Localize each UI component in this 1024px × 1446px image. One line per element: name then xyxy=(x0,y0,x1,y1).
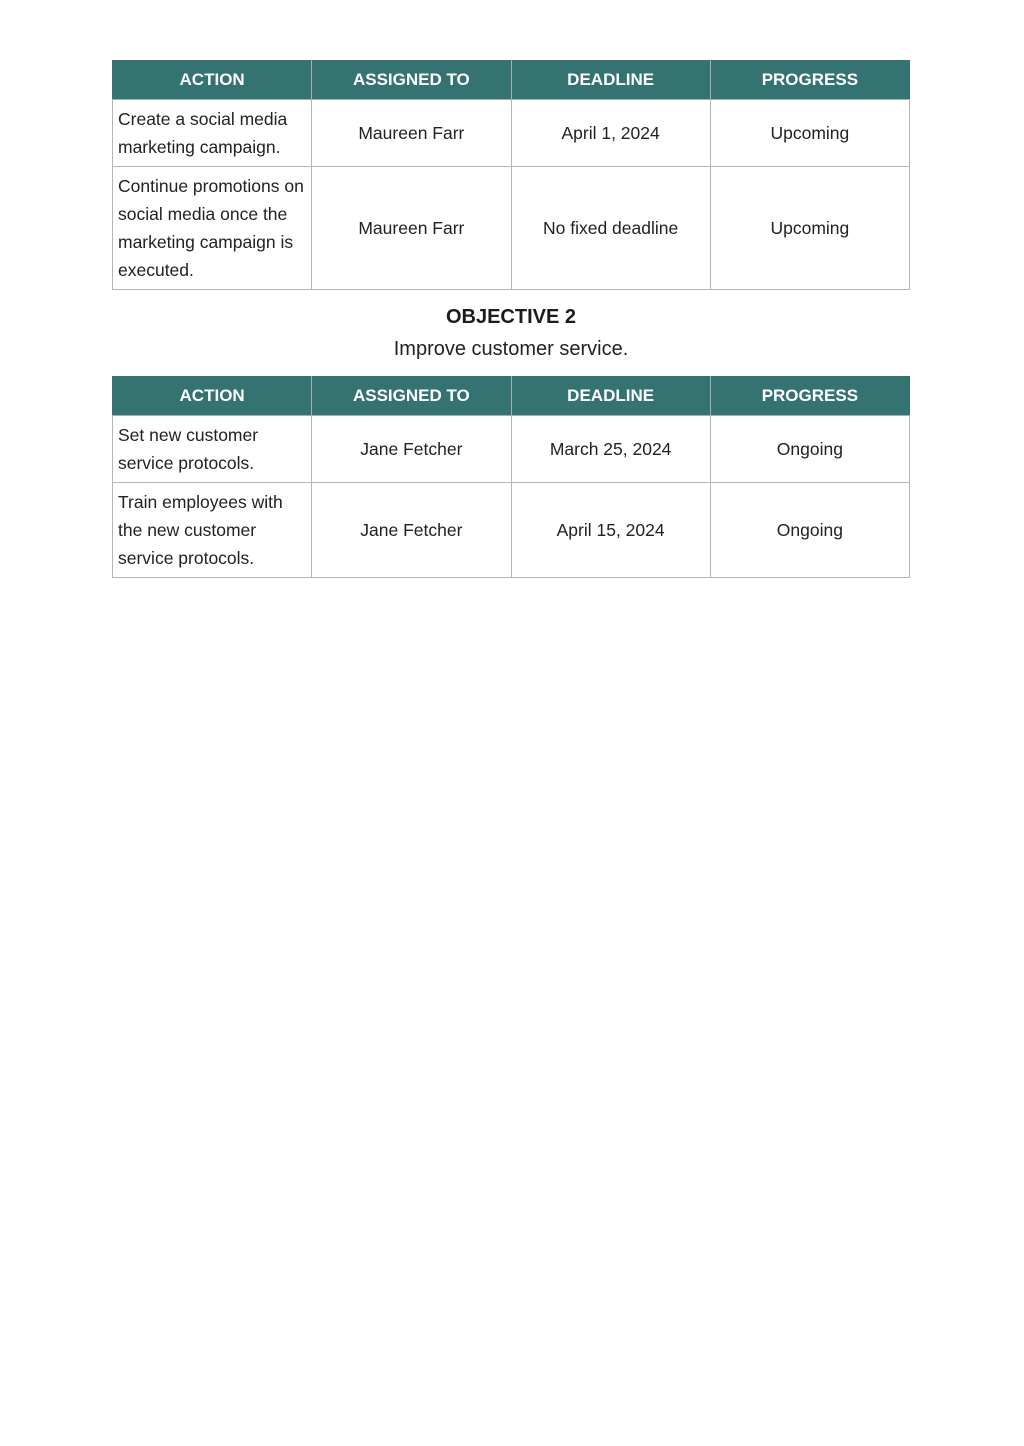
assigned-to-cell: Maureen Farr xyxy=(312,100,511,167)
table-row xyxy=(113,483,910,578)
assigned-to-cell: Jane Fetcher xyxy=(312,416,511,483)
column-header-assigned-to: ASSIGNED TO xyxy=(312,377,511,416)
objective-1-action-table xyxy=(112,60,910,290)
deadline-cell: March 25, 2024 xyxy=(511,416,710,483)
objective-2-heading xyxy=(112,302,910,364)
progress-cell: Ongoing xyxy=(710,416,909,483)
assigned-to-cell: Jane Fetcher xyxy=(312,483,511,578)
action-cell: Train employees with the new customer service protocols. xyxy=(113,483,312,578)
table-row xyxy=(113,100,910,167)
table-row xyxy=(113,167,910,290)
column-header-progress: PROGRESS xyxy=(710,61,909,100)
column-header-action: ACTION xyxy=(113,377,312,416)
objective-description: Improve customer service. xyxy=(393,338,629,360)
deadline-cell: April 1, 2024 xyxy=(511,100,710,167)
progress-cell: Upcoming xyxy=(710,167,909,290)
column-header-deadline: DEADLINE xyxy=(511,377,710,416)
progress-cell: Ongoing xyxy=(710,483,909,578)
objective-title: OBJECTIVE 2 xyxy=(445,306,577,328)
action-cell: Set new customer service protocols. xyxy=(113,416,312,483)
table-header-row xyxy=(113,61,910,100)
column-header-deadline: DEADLINE xyxy=(511,61,710,100)
deadline-cell: April 15, 2024 xyxy=(511,483,710,578)
objective-2-action-table xyxy=(112,376,910,578)
action-cell: Continue promotions on social media once the marketing campaign is executed. xyxy=(113,167,312,290)
progress-cell: Upcoming xyxy=(710,100,909,167)
assigned-to-cell: Maureen Farr xyxy=(312,167,511,290)
deadline-cell: No fixed deadline xyxy=(511,167,710,290)
document-page xyxy=(112,60,910,578)
column-header-action: ACTION xyxy=(113,61,312,100)
action-cell: Create a social media marketing campaign. xyxy=(113,100,312,167)
column-header-progress: PROGRESS xyxy=(710,377,909,416)
table-header-row xyxy=(113,377,910,416)
table-row xyxy=(113,416,910,483)
column-header-assigned-to: ASSIGNED TO xyxy=(312,61,511,100)
